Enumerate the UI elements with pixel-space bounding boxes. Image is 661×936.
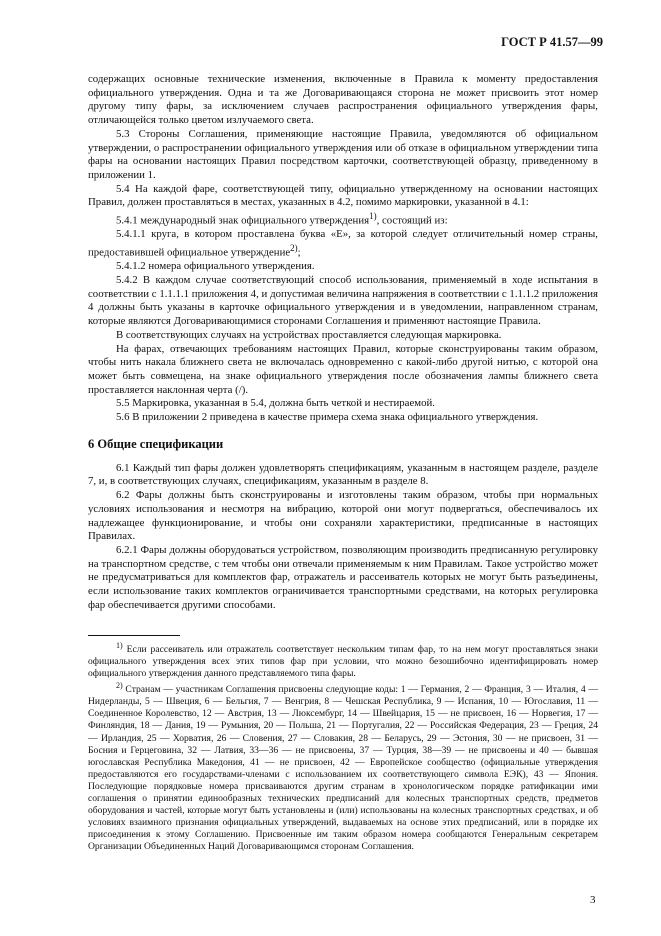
paragraph-5-4-1 [88,210,598,228]
paragraph-6-2-1: 6.2.1 Фары должны оборудоваться устройством, позволяющим производить предписанную регулировку на транспортном средстве, с тем чтобы они отвечали применяемым к ним Правилам. Такое устройство может не предусматриваться для комплектов фар, отражатель и рассеиватель которых не могут быть разъединены, если использование таких комплектов ограничивается транспортными средствами, на которых регулировка фар обеспечивается другими способами. [88,543,598,611]
footnote-marker: 1) [116,640,123,650]
footnote-divider [88,635,180,636]
footnote-text: Если рассеиватель или отражатель соответствует нескольким типам фар, то на нем могут проставляться знаки официального утверждения всех этих типов фар при условии, что можно безошибочно идентифицировать номер официального утверждения данного представляемого типа фары. [88,643,599,679]
paragraph-text: ; [297,246,301,259]
paragraph-5-4: 5.4 На каждой фаре, соответствующей типу, официально утвержденному на основании настоящих Правил, должен проставляться в местах, указанных в 4.2, помимо маркировки, указанной в 4.1: [88,182,598,209]
footnote-2 [88,680,598,854]
footnote-text: Странам — участникам Соглашения присвоены следующие коды: 1 — Германия, 2 — Франция, 3 — Италия, 4 — Нидерланды, 5 — Швеция, 6 — Бельгия, 7 — Венгрия, 8 — Чешская Республика, 9 — Испания, 10 — Югославия, 11 — Соединенное Королевство, 12 — Австрия, 13 — Люксембург, 14 — Швейцария, 15 — не присвоен, 16 — Норвегия, 17 — Финляндия, 18 — Дания, 19 — Румыния, 20 — Польша, 21 — Португалия, 22 — Российская Федерация, 23 — Греция, 24 — Ирландия, 25 — Хорватия, 26 — Словения, 27 — Словакия, 28 — Беларусь, 29 — Эстония, 30 — не присвоен, 31 — Босния и Герцеговина, 32 — Латвия, 33—36 — не присвоены, 37 — Турция, 38—39 — не присвоены и 40 — бывшая югославская Республика Македония, 41 — не присвоен, 42 — Европейское сообщество (официальные утверждения предоставляются его государствами-членами с использованием их соответствующего символа ЕЭК), 43 — Япония. Последующие порядковые номера присваиваются другим странам в хронологическом порядке ратификации ими соглашения о принятии единообразных технических предписаний для колесных транспортных средств, предметов оборудования и частей, которые могут быть установлены и (или) использованы на колесных транспортных средствах, и об условиях взаимного признания официальных утверждений, выдаваемых на основе этих предписаний, или в порядке их присоединения к этому Соглашению. Присвоенные им таким образом номера сообщаются Генеральным секретарем Организации Объединенных Наций Договаривающимся сторонам Соглашения. [88,684,598,853]
paragraph-5-4-1-2: 5.4.1.2 номера официального утверждения. [116,260,315,273]
footnote-marker: 2) [116,680,123,690]
paragraph-text: , состоящий из: [376,214,448,227]
section-heading: 6 Общие спецификации [88,436,224,451]
paragraph-5-4-1-1 [88,228,598,260]
footnote-ref: 1) [369,211,377,222]
paragraph: В соответствующих случаях на устройствах проставляется следующая маркировка. [116,328,502,341]
paragraph-5-5: 5.5 Маркировка, указанная в 5.4, должна быть четкой и нестираемой. [116,397,435,410]
document-body [88,73,598,853]
page-number: 3 [590,894,596,906]
paragraph-5-6: 5.6 В приложении 2 приведена в качестве примера схема знака официального утверждения. [116,411,539,424]
paragraph-text: 5.4.1.1 круга, в котором проставлена буква «Е», за которой следует отличительный номер страны, предоставившей официальное утверждение [88,228,598,259]
footnote-ref: 2) [290,243,298,254]
paragraph: На фарах, отвечающих требованиям настоящих Правил, которые сконструированы таким образом, чтобы нить накала ближнего света не включалась одновременно с какой-либо другой нитью, с которой она может быть совмещена, на знаке официального утверждения после обозначения лампы ближнего света проставляется наклонная черта (/). [88,342,598,396]
paragraph-6-1: 6.1 Каждый тип фары должен удовлетворять спецификациям, указанным в настоящем разделе, разделе 7, и, в соответствующих случаях, спецификациям, указанным в разделе 8. [88,461,598,488]
paragraph-text: 5.4.1 международный знак официального утверждения [116,214,370,227]
paragraph-5-3: 5.3 Стороны Соглашения, применяющие настоящие Правила, уведомляются об официальном утверждении, о распространении официального утверждения или об отказе в официальном утверждении типа фары на основании настоящих Правил посредством карточки, соответствующей образцу, приведенному в приложении 1. [88,127,598,181]
footnotes [88,640,598,854]
paragraph-6-2: 6.2 Фары должны быть сконструированы и изготовлены таким образом, чтобы при нормальных условиях использования и несмотря на вибрацию, которой они могут подвергаться, обеспечивалось их надлежащее функционирование, и чтобы они сохраняли характеристики, предписанные в настоящих Правилах. [88,489,598,543]
paragraph-5-4-2: 5.4.2 В каждом случае соответствующий способ использования, применяемый в ходе испытания в соответствии с 1.1.1.1 приложения 4, и допустимая величина напряжения в соответствии с 1.1.1.2 приложения 4 должны быть указаны в карточке официального утверждения и в уведомлении, направленном странам, которые являются Договаривающимися сторонами Соглашения и применяют настоящие Правила. [88,274,598,328]
footnote-1 [88,640,598,680]
document-header: ГОСТ Р 41.57—99 [501,35,603,49]
paragraph: содержащих основные технические изменения, включенные в Правила к моменту предоставления официального утверждения. Одна и та же Договаривающаяся сторона не может присвоить этот номер другому типу фары, за исключением случаев распространения официального утверждения фары, отличающейся только цветом излучаемого света. [88,73,598,127]
